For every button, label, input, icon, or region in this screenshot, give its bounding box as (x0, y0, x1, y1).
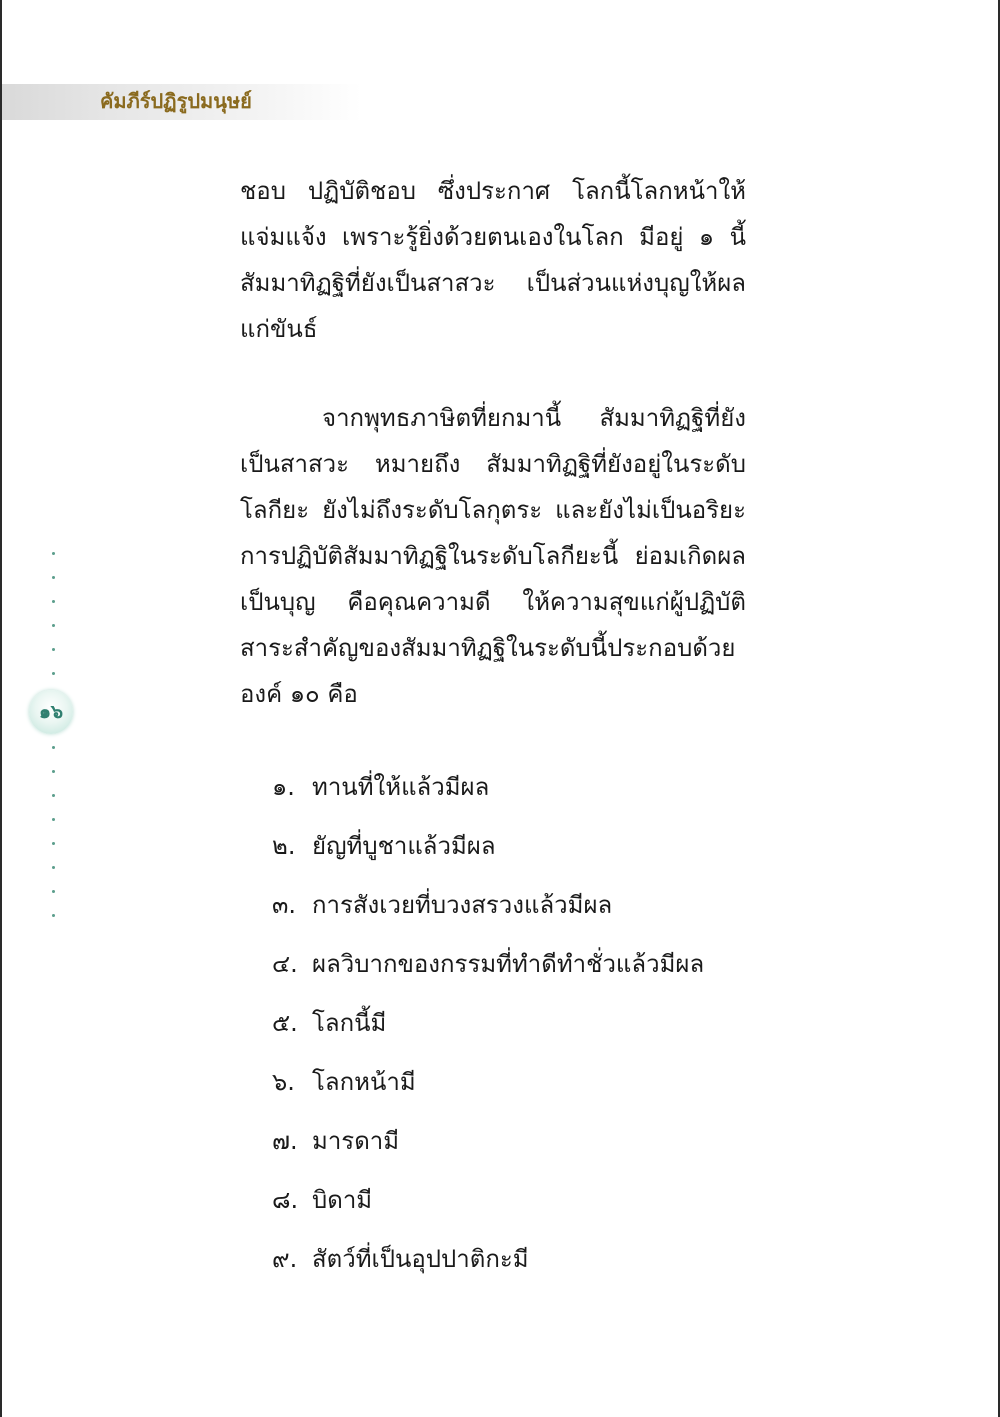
list-item-text: สัตว์ที่เป็นอุปปาติกะมี (312, 1245, 529, 1273)
list-item-number: ๔. (272, 950, 298, 978)
list-item-number: ๙. (272, 1245, 298, 1273)
decor-dot (52, 818, 55, 821)
decor-dot (52, 624, 55, 627)
decor-dot (52, 648, 55, 651)
paragraph-continuation: ชอบ ปฏิบัติชอบ ซึ่งประกาศ โลกนี้โลกหน้าให้แจ่มแจ้ง เพราะรู้ยิ่งด้วยตนเองในโลก มีอยู่ ๑ นี้สัมมาทิฏฐิที่ยังเป็นสาสวะ เป็นส่วนแห่งบุญให้ผลแก่ขันธ์ (240, 177, 746, 343)
right-view-list (272, 758, 704, 1289)
decor-dot (52, 842, 55, 845)
page-number-badge (29, 690, 73, 734)
decor-dot (52, 552, 55, 555)
list-item (272, 1230, 704, 1289)
list-item-number: ๖. (272, 1068, 295, 1096)
list-item-number: ๗. (272, 1127, 298, 1155)
list-item (272, 1053, 704, 1112)
decor-dot (52, 914, 55, 917)
list-item-text: ทานที่ให้แล้วมีผล (312, 773, 490, 801)
list-item-number: ๓. (272, 891, 297, 919)
decor-dot (52, 576, 55, 579)
page-border-left (0, 0, 2, 1417)
list-item (272, 1112, 704, 1171)
list-item-text: ผลวิบากของกรรมที่ทำดีทำชั่วแล้วมีผล (312, 950, 705, 978)
list-item (272, 935, 704, 994)
decor-dot (52, 600, 55, 603)
list-item-text: โลกหน้ามี (312, 1068, 416, 1096)
decor-dot (52, 672, 55, 675)
list-item-number: ๘. (272, 1186, 299, 1214)
list-item-text: ยัญที่บูชาแล้วมีผล (312, 832, 496, 860)
list-item (272, 994, 704, 1053)
list-item-text: การสังเวยที่บวงสรวงแล้วมีผล (312, 891, 613, 919)
decor-dot (52, 794, 55, 797)
running-header-title: คัมภีร์ปฏิรูปมนุษย์ (100, 89, 252, 113)
list-item (272, 817, 704, 876)
list-item (272, 876, 704, 935)
decor-dot (52, 746, 55, 749)
list-item (272, 758, 704, 817)
decor-dot (52, 866, 55, 869)
paragraph-explanation: จากพุทธภาษิตที่ยกมานี้ สัมมาทิฏฐิที่ยังเป็นสาสวะ หมายถึง สัมมาทิฏฐิที่ยังอยู่ในระดับโลกียะ ยังไม่ถึงระดับโลกุตระ และยังไม่เป็นอริยะ การปฏิบัติสัมมาทิฏฐิในระดับโลกียะนี้ ย่อมเกิดผลเป็นบุญ คือคุณความดี ให้ความสุขแก่ผู้ปฏิบัติ สาระสำคัญของสัมมาทิฏฐิในระดับนี้ประกอบด้วยองค์ ๑๐ คือ (240, 404, 746, 708)
decor-dot (52, 770, 55, 773)
decor-dot (52, 890, 55, 893)
list-item-number: ๒. (272, 832, 296, 860)
list-item-number: ๕. (272, 1009, 298, 1037)
list-item (272, 1171, 704, 1230)
list-item-text: มารดามี (312, 1127, 400, 1155)
list-item-number: ๑. (272, 773, 295, 801)
page-number: ๑๖ (38, 701, 64, 723)
list-item-text: บิดามี (312, 1186, 373, 1214)
list-item-text: โลกนี้มี (312, 1009, 387, 1037)
